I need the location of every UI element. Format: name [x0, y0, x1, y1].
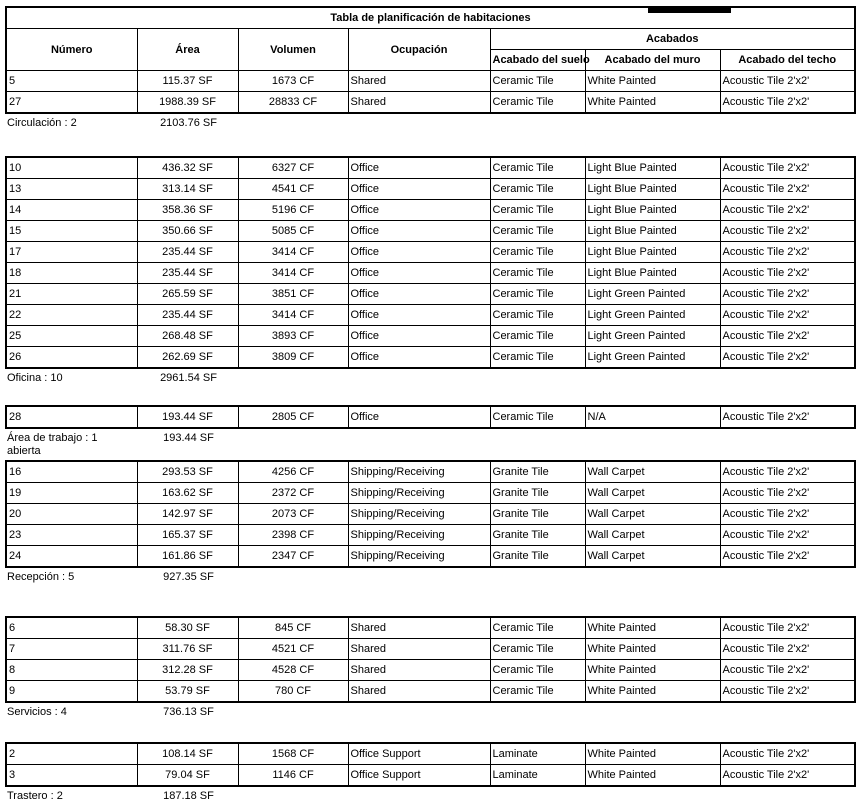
cell-suelo: Ceramic Tile — [490, 221, 585, 242]
cell-suelo: Granite Tile — [490, 546, 585, 568]
cell-techo: Acoustic Tile 2'x2' — [720, 504, 855, 525]
table-row — [6, 660, 855, 681]
cell-techo: Acoustic Tile 2'x2' — [720, 406, 855, 428]
cell-numero: 24 — [6, 546, 137, 568]
table-row — [6, 242, 855, 263]
cell-ocupacion: Office — [348, 263, 490, 284]
cell-suelo: Ceramic Tile — [490, 157, 585, 179]
cell-volumen: 3414 CF — [238, 263, 348, 284]
cell-muro: Light Green Painted — [585, 284, 720, 305]
cell-numero: 22 — [6, 305, 137, 326]
cell-numero: 25 — [6, 326, 137, 347]
cell-muro: White Painted — [585, 617, 720, 639]
table-row — [6, 71, 855, 92]
cell-volumen: 780 CF — [238, 681, 348, 703]
column-header-area: Área — [137, 29, 238, 71]
cell-ocupacion: Shipping/Receiving — [348, 504, 490, 525]
cell-numero: 26 — [6, 347, 137, 369]
cell-volumen: 2398 CF — [238, 525, 348, 546]
group-footer-total: 193.44 SF — [163, 432, 214, 444]
cell-ocupacion: Office Support — [348, 765, 490, 787]
table-row — [6, 200, 855, 221]
cell-muro: White Painted — [585, 681, 720, 703]
cell-ocupacion: Office — [348, 347, 490, 369]
cell-area: 311.76 SF — [137, 639, 238, 660]
group-footer-label — [7, 571, 856, 584]
cell-ocupacion: Office — [348, 242, 490, 263]
cell-numero: 19 — [6, 483, 137, 504]
schedule-document — [0, 6, 864, 802]
table-row — [6, 765, 855, 787]
group-footer-line1: Trastero : 2 — [7, 790, 63, 802]
cell-numero: 28 — [6, 406, 137, 428]
table-row — [6, 461, 855, 483]
group-footer-label — [7, 372, 856, 385]
cell-ocupacion: Office — [348, 157, 490, 179]
cell-numero: 3 — [6, 765, 137, 787]
column-header-muro: Acabado del muro — [585, 50, 720, 71]
cell-area: 79.04 SF — [137, 765, 238, 787]
cell-area: 312.28 SF — [137, 660, 238, 681]
table-row — [6, 326, 855, 347]
cell-area: 108.14 SF — [137, 743, 238, 765]
group-table — [5, 156, 856, 369]
cell-ocupacion: Shared — [348, 681, 490, 703]
cell-area: 358.36 SF — [137, 200, 238, 221]
cell-muro: Wall Carpet — [585, 546, 720, 568]
cell-ocupacion: Office — [348, 221, 490, 242]
cell-techo: Acoustic Tile 2'x2' — [720, 743, 855, 765]
cell-techo: Acoustic Tile 2'x2' — [720, 639, 855, 660]
group-rows — [6, 406, 855, 428]
cell-volumen: 1673 CF — [238, 71, 348, 92]
table-row — [6, 284, 855, 305]
cell-volumen: 1568 CF — [238, 743, 348, 765]
cell-techo: Acoustic Tile 2'x2' — [720, 242, 855, 263]
cell-ocupacion: Shared — [348, 92, 490, 114]
cell-ocupacion: Office — [348, 200, 490, 221]
cell-area: 142.97 SF — [137, 504, 238, 525]
cell-volumen: 3414 CF — [238, 305, 348, 326]
column-header-techo: Acabado del techo — [720, 50, 855, 71]
group-footer — [7, 571, 856, 585]
black-bar-artifact — [648, 6, 731, 13]
cell-volumen: 2347 CF — [238, 546, 348, 568]
cell-area: 262.69 SF — [137, 347, 238, 369]
group-footer-total: 187.18 SF — [163, 790, 214, 802]
cell-suelo: Granite Tile — [490, 525, 585, 546]
cell-muro: White Painted — [585, 660, 720, 681]
cell-techo: Acoustic Tile 2'x2' — [720, 71, 855, 92]
cell-techo: Acoustic Tile 2'x2' — [720, 284, 855, 305]
cell-area: 268.48 SF — [137, 326, 238, 347]
cell-area: 235.44 SF — [137, 242, 238, 263]
cell-muro: Light Green Painted — [585, 326, 720, 347]
cell-volumen: 845 CF — [238, 617, 348, 639]
cell-volumen: 5085 CF — [238, 221, 348, 242]
cell-area: 436.32 SF — [137, 157, 238, 179]
cell-area: 53.79 SF — [137, 681, 238, 703]
cell-volumen: 2372 CF — [238, 483, 348, 504]
cell-area: 1988.39 SF — [137, 92, 238, 114]
cell-suelo: Ceramic Tile — [490, 284, 585, 305]
cell-muro: Wall Carpet — [585, 504, 720, 525]
table-row — [6, 504, 855, 525]
cell-volumen: 2805 CF — [238, 406, 348, 428]
cell-muro: Wall Carpet — [585, 461, 720, 483]
cell-ocupacion: Shipping/Receiving — [348, 461, 490, 483]
cell-techo: Acoustic Tile 2'x2' — [720, 305, 855, 326]
group-footer-label — [7, 432, 856, 458]
group-footer — [7, 117, 856, 131]
schedule-title: Tabla de planificación de habitaciones — [6, 7, 855, 29]
table-row — [6, 263, 855, 284]
column-header-ocupacion: Ocupación — [348, 29, 490, 71]
cell-ocupacion: Shipping/Receiving — [348, 546, 490, 568]
group-footer — [7, 790, 856, 804]
table-row — [6, 221, 855, 242]
group-footer-line1: Área de trabajo : 1 — [7, 432, 98, 444]
cell-muro: White Painted — [585, 639, 720, 660]
group-footer-line1: Circulación : 2 — [7, 117, 77, 129]
cell-volumen: 6327 CF — [238, 157, 348, 179]
table-row — [6, 743, 855, 765]
cell-area: 265.59 SF — [137, 284, 238, 305]
cell-volumen: 4521 CF — [238, 639, 348, 660]
cell-suelo: Ceramic Tile — [490, 347, 585, 369]
column-header-acabados: Acabados — [490, 29, 855, 50]
cell-suelo: Ceramic Tile — [490, 92, 585, 114]
cell-techo: Acoustic Tile 2'x2' — [720, 617, 855, 639]
cell-muro: Light Blue Painted — [585, 221, 720, 242]
cell-suelo: Ceramic Tile — [490, 639, 585, 660]
cell-suelo: Ceramic Tile — [490, 681, 585, 703]
cell-suelo: Ceramic Tile — [490, 200, 585, 221]
cell-numero: 13 — [6, 179, 137, 200]
table-row — [6, 483, 855, 504]
cell-ocupacion: Shared — [348, 639, 490, 660]
cell-numero: 27 — [6, 92, 137, 114]
group-footer-total: 927.35 SF — [163, 571, 214, 583]
cell-suelo: Ceramic Tile — [490, 617, 585, 639]
cell-volumen: 3414 CF — [238, 242, 348, 263]
group-footer — [7, 432, 856, 458]
cell-volumen: 4256 CF — [238, 461, 348, 483]
cell-techo: Acoustic Tile 2'x2' — [720, 483, 855, 504]
cell-muro: White Painted — [585, 71, 720, 92]
cell-suelo: Granite Tile — [490, 461, 585, 483]
group-table — [5, 616, 856, 703]
cell-suelo: Ceramic Tile — [490, 406, 585, 428]
cell-suelo: Ceramic Tile — [490, 179, 585, 200]
group-footer-total: 736.13 SF — [163, 706, 214, 718]
cell-numero: 14 — [6, 200, 137, 221]
cell-techo: Acoustic Tile 2'x2' — [720, 263, 855, 284]
cell-ocupacion: Shipping/Receiving — [348, 525, 490, 546]
cell-suelo: Ceramic Tile — [490, 305, 585, 326]
cell-ocupacion: Shared — [348, 617, 490, 639]
group-rows — [6, 71, 855, 114]
cell-volumen: 4541 CF — [238, 179, 348, 200]
cell-ocupacion: Shared — [348, 71, 490, 92]
cell-techo: Acoustic Tile 2'x2' — [720, 179, 855, 200]
group-table — [5, 742, 856, 787]
cell-volumen: 5196 CF — [238, 200, 348, 221]
cell-muro: Wall Carpet — [585, 483, 720, 504]
schedule-groups — [5, 117, 864, 804]
cell-techo: Acoustic Tile 2'x2' — [720, 200, 855, 221]
cell-area: 161.86 SF — [137, 546, 238, 568]
cell-numero: 23 — [6, 525, 137, 546]
cell-techo: Acoustic Tile 2'x2' — [720, 765, 855, 787]
cell-area: 313.14 SF — [137, 179, 238, 200]
cell-area: 235.44 SF — [137, 263, 238, 284]
group-rows — [6, 461, 855, 567]
table-row — [6, 92, 855, 114]
table-row — [6, 157, 855, 179]
cell-suelo: Granite Tile — [490, 504, 585, 525]
group-footer-label — [7, 706, 856, 719]
cell-muro: Light Blue Painted — [585, 242, 720, 263]
cell-ocupacion: Office — [348, 326, 490, 347]
cell-techo: Acoustic Tile 2'x2' — [720, 347, 855, 369]
cell-muro: White Painted — [585, 92, 720, 114]
group-footer-label — [7, 790, 856, 803]
group-rows — [6, 617, 855, 702]
cell-numero: 21 — [6, 284, 137, 305]
cell-suelo: Ceramic Tile — [490, 660, 585, 681]
table-row — [6, 347, 855, 369]
cell-numero: 7 — [6, 639, 137, 660]
cell-numero: 16 — [6, 461, 137, 483]
cell-numero: 18 — [6, 263, 137, 284]
cell-numero: 6 — [6, 617, 137, 639]
schedule-table — [5, 6, 856, 114]
cell-muro: Light Blue Painted — [585, 200, 720, 221]
cell-area: 115.37 SF — [137, 71, 238, 92]
cell-ocupacion: Office — [348, 284, 490, 305]
cell-numero: 15 — [6, 221, 137, 242]
group-footer-label — [7, 117, 856, 130]
group-footer-line2: abierta — [7, 445, 41, 457]
cell-techo: Acoustic Tile 2'x2' — [720, 461, 855, 483]
cell-volumen: 28833 CF — [238, 92, 348, 114]
cell-volumen: 3809 CF — [238, 347, 348, 369]
cell-volumen: 2073 CF — [238, 504, 348, 525]
cell-ocupacion: Office — [348, 179, 490, 200]
cell-suelo: Ceramic Tile — [490, 326, 585, 347]
cell-numero: 17 — [6, 242, 137, 263]
cell-techo: Acoustic Tile 2'x2' — [720, 525, 855, 546]
cell-muro: White Painted — [585, 765, 720, 787]
table-row — [6, 179, 855, 200]
cell-muro: Light Blue Painted — [585, 179, 720, 200]
cell-volumen: 3851 CF — [238, 284, 348, 305]
group-table — [5, 460, 856, 568]
cell-ocupacion: Office — [348, 305, 490, 326]
cell-numero: 20 — [6, 504, 137, 525]
cell-numero: 9 — [6, 681, 137, 703]
cell-ocupacion: Office — [348, 406, 490, 428]
cell-ocupacion: Shipping/Receiving — [348, 483, 490, 504]
cell-suelo: Ceramic Tile — [490, 263, 585, 284]
cell-area: 58.30 SF — [137, 617, 238, 639]
group-footer-line1: Recepción : 5 — [7, 571, 75, 583]
cell-numero: 5 — [6, 71, 137, 92]
column-header-suelo: Acabado del suelo — [490, 50, 585, 71]
group-footer-total: 2961.54 SF — [160, 372, 217, 384]
group-footer — [7, 706, 856, 720]
cell-muro: Light Green Painted — [585, 347, 720, 369]
cell-area: 350.66 SF — [137, 221, 238, 242]
cell-area: 165.37 SF — [137, 525, 238, 546]
cell-suelo: Granite Tile — [490, 483, 585, 504]
cell-techo: Acoustic Tile 2'x2' — [720, 546, 855, 568]
table-row — [6, 617, 855, 639]
cell-volumen: 3893 CF — [238, 326, 348, 347]
cell-ocupacion: Office Support — [348, 743, 490, 765]
cell-numero: 2 — [6, 743, 137, 765]
cell-suelo: Ceramic Tile — [490, 242, 585, 263]
cell-numero: 10 — [6, 157, 137, 179]
column-header-volumen: Volumen — [238, 29, 348, 71]
cell-volumen: 1146 CF — [238, 765, 348, 787]
table-row — [6, 525, 855, 546]
cell-techo: Acoustic Tile 2'x2' — [720, 157, 855, 179]
cell-muro: Light Blue Painted — [585, 157, 720, 179]
cell-muro: Wall Carpet — [585, 525, 720, 546]
group-rows — [6, 743, 855, 786]
header-row-top — [6, 29, 855, 50]
cell-techo: Acoustic Tile 2'x2' — [720, 326, 855, 347]
cell-area: 293.53 SF — [137, 461, 238, 483]
cell-area: 235.44 SF — [137, 305, 238, 326]
cell-muro: N/A — [585, 406, 720, 428]
table-row — [6, 406, 855, 428]
table-row — [6, 639, 855, 660]
cell-muro: Light Blue Painted — [585, 263, 720, 284]
cell-area: 163.62 SF — [137, 483, 238, 504]
cell-muro: White Painted — [585, 743, 720, 765]
column-header-numero: Número — [6, 29, 137, 71]
cell-volumen: 4528 CF — [238, 660, 348, 681]
group-rows — [6, 157, 855, 368]
cell-techo: Acoustic Tile 2'x2' — [720, 681, 855, 703]
group-footer-line1: Servicios : 4 — [7, 706, 67, 718]
cell-suelo: Laminate — [490, 743, 585, 765]
cell-numero: 8 — [6, 660, 137, 681]
table-row — [6, 546, 855, 568]
table-row — [6, 305, 855, 326]
group-footer-total: 2103.76 SF — [160, 117, 217, 129]
cell-techo: Acoustic Tile 2'x2' — [720, 221, 855, 242]
group-footer — [7, 372, 856, 386]
cell-techo: Acoustic Tile 2'x2' — [720, 660, 855, 681]
cell-suelo: Laminate — [490, 765, 585, 787]
cell-techo: Acoustic Tile 2'x2' — [720, 92, 855, 114]
cell-ocupacion: Shared — [348, 660, 490, 681]
table-row — [6, 681, 855, 703]
group-table — [5, 405, 856, 429]
group-footer-line1: Oficina : 10 — [7, 372, 63, 384]
cell-suelo: Ceramic Tile — [490, 71, 585, 92]
cell-muro: Light Green Painted — [585, 305, 720, 326]
cell-area: 193.44 SF — [137, 406, 238, 428]
